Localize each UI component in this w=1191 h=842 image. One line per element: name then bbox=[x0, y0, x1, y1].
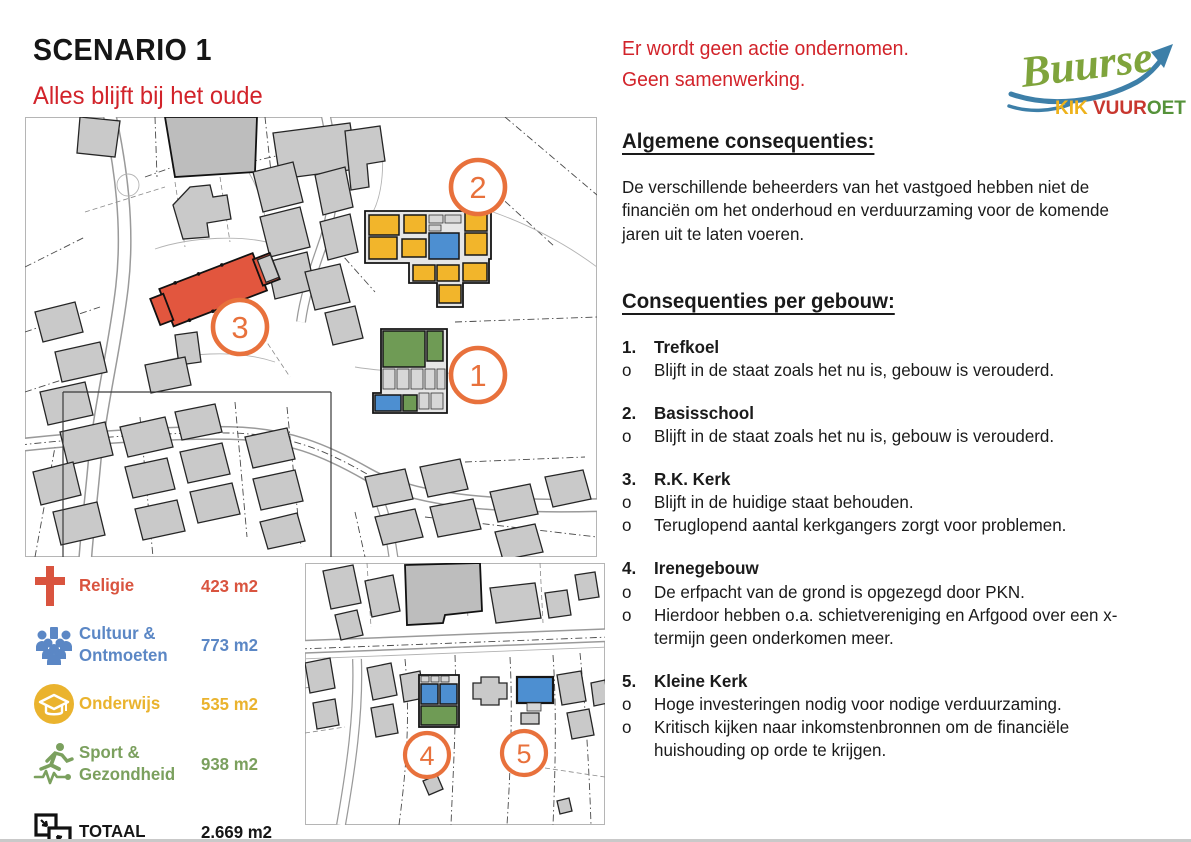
legend-value: 2.669 m2 bbox=[201, 821, 272, 842]
item-number: 5. bbox=[622, 670, 637, 691]
graduation-cap-icon bbox=[33, 683, 79, 725]
tagline-line-1: Er wordt geen actie ondernomen. bbox=[622, 38, 909, 60]
item-name: Kleine Kerk bbox=[654, 670, 748, 691]
main-map-graphic bbox=[25, 117, 597, 557]
svg-text:1: 1 bbox=[469, 358, 487, 393]
kleine-kerk-building bbox=[517, 677, 553, 724]
section-title-per-gebouw: Consequenties per gebouw: bbox=[622, 289, 895, 313]
map-marker-2 bbox=[451, 160, 505, 214]
item-bullet: o Teruglopend aantal kerkgangers zorgt voor problemen. bbox=[622, 515, 1067, 536]
item-name: Irenegebouw bbox=[654, 558, 759, 579]
svg-text:3: 3 bbox=[231, 310, 249, 345]
legend-row-cultuur bbox=[33, 623, 301, 667]
section-body-algemeen: De verschillende beheerders van het vastgoed hebben niet de financiën om het onderhoud en verduurzaming voor de komende jaren uit te laten voeren. bbox=[622, 177, 1109, 244]
item-number: 1. bbox=[622, 336, 637, 357]
item-bullet: o Hoge investeringen nodig voor nodige verduurzaming. bbox=[622, 693, 1062, 714]
consequences-panel bbox=[622, 130, 1174, 782]
svg-text:2: 2 bbox=[469, 170, 487, 205]
legend-row-religie bbox=[33, 564, 301, 608]
irenegebouw-building bbox=[419, 675, 459, 727]
logo-script-text: Buurse bbox=[1018, 32, 1156, 97]
runner-icon bbox=[33, 741, 79, 787]
section-title-algemeen: Algemene consequenties: bbox=[622, 130, 875, 153]
legend-row-totaal bbox=[33, 810, 301, 842]
item-bullet: o De erfpacht van de grond is opgezegd door PKN. bbox=[622, 581, 1025, 602]
legend-label: Sport & Gezondheid bbox=[79, 742, 176, 784]
map-marker-1 bbox=[451, 348, 505, 402]
building-item-4 bbox=[622, 557, 1174, 649]
item-bullet: o Kritisch kijken naar inkomstenbronnen om de financiële huishouding op orde te krijgen. bbox=[622, 717, 1070, 761]
legend-value: 773 m2 bbox=[201, 634, 258, 655]
legend-value: 938 m2 bbox=[201, 753, 258, 774]
item-bullet: o Blijft in de huidige staat behouden. bbox=[622, 492, 914, 513]
map-marker-4 bbox=[405, 733, 449, 777]
item-name: Basisschool bbox=[654, 402, 755, 423]
item-name: Trefkoel bbox=[654, 336, 720, 357]
legend-row-sport bbox=[33, 741, 301, 787]
people-icon bbox=[33, 625, 79, 665]
legend-label: TOTAAL bbox=[79, 821, 146, 842]
building-item-1 bbox=[622, 336, 1174, 382]
item-bullet: o Blijft in de staat zoals het nu is, gebouw is verouderd. bbox=[622, 426, 1055, 447]
page-subtitle: Alles blijft bij het oude bbox=[33, 82, 263, 110]
page-title: SCENARIO 1 bbox=[33, 32, 212, 67]
legend bbox=[33, 564, 301, 842]
logo-subtitle: KIK VUUROET bbox=[1055, 98, 1186, 118]
legend-row-onderwijs bbox=[33, 682, 301, 726]
tagline-line-2: Geen samenwerking. bbox=[622, 69, 806, 91]
item-number: 4. bbox=[622, 558, 637, 579]
trefkoel-building bbox=[373, 329, 447, 413]
legend-label: Cultuur & Ontmoeten bbox=[79, 623, 168, 665]
scenario-tagline bbox=[622, 34, 909, 96]
map-marker-5 bbox=[502, 731, 546, 775]
legend-label: Religie bbox=[79, 575, 135, 596]
item-bullet: o Blijft in de staat zoals het nu is, gebouw is verouderd. bbox=[622, 359, 1055, 380]
legend-value: 535 m2 bbox=[201, 693, 258, 714]
item-name: R.K. Kerk bbox=[654, 469, 731, 490]
main-map bbox=[25, 117, 597, 557]
buurse-logo-graphic bbox=[1005, 18, 1187, 118]
inset-map-graphic bbox=[305, 563, 605, 825]
inset-map bbox=[305, 563, 605, 825]
cross-icon bbox=[33, 566, 79, 606]
map-marker-3 bbox=[213, 300, 267, 354]
item-number: 2. bbox=[622, 402, 637, 423]
area-icon bbox=[33, 812, 79, 842]
item-number: 3. bbox=[622, 469, 637, 490]
building-item-2 bbox=[622, 402, 1174, 448]
item-bullet: o Hierdoor hebben o.a. schietvereniging en Arfgood over een x-termijn geen onderkomen meer. bbox=[622, 604, 1118, 648]
svg-text:4: 4 bbox=[419, 741, 435, 771]
school-building bbox=[365, 207, 491, 307]
legend-label: Onderwijs bbox=[79, 693, 161, 714]
buurse-logo bbox=[1005, 18, 1187, 118]
svg-text:5: 5 bbox=[516, 739, 532, 769]
building-item-5 bbox=[622, 670, 1174, 762]
building-item-3 bbox=[622, 468, 1174, 537]
legend-value: 423 m2 bbox=[201, 575, 258, 596]
